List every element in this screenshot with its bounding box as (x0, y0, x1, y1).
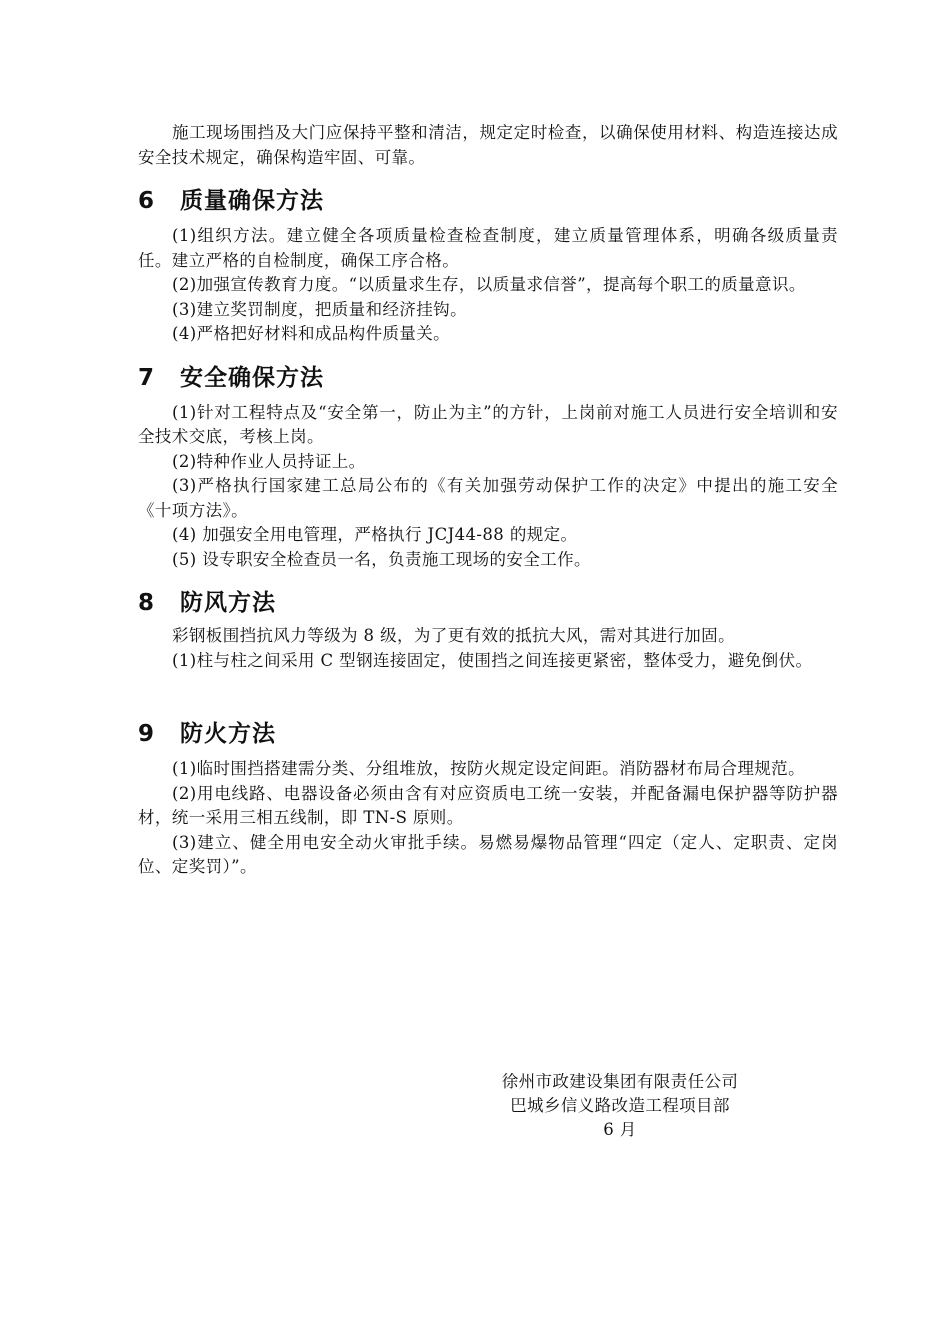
section-8-heading (138, 588, 838, 618)
section-title: 防火方法 (180, 721, 276, 747)
section-title: 质量确保方法 (180, 188, 324, 214)
intro-paragraph: 施工现场围挡及大门应保持平整和清洁，规定定时检查，以确保使用材料、构造连接达成安全技术规定，确保构造牢固、可靠。 (138, 123, 838, 167)
section-6-paragraph: (4)严格把好材料和成品构件质量关。 (172, 324, 451, 343)
section-8-paragraph: (1)柱与柱之间采用 C 型钢连接固定，使围挡之间连接更紧密，整体受力，避免倒伏。 (172, 650, 813, 670)
signature-date: 6 月 (603, 1120, 637, 1139)
section-7-paragraph: (2)特种作业人员持证上。 (172, 451, 366, 471)
section-9-paragraph: (1)临时围挡搭建需分类、分组堆放，按防火规定设定间距。消防器材布局合理规范。 (172, 759, 805, 778)
section-6-heading (138, 186, 838, 216)
section-number: 6 (138, 188, 156, 214)
section-6-paragraph: (3)建立奖罚制度，把质量和经济挂钩。 (172, 299, 467, 319)
section-number: 8 (138, 590, 156, 616)
signature-department: 巴城乡信义路改造工程项目部 (510, 1096, 730, 1115)
document-body (138, 121, 838, 880)
section-6-paragraph: (2)加强宣传教育力度。“以质量求生存，以质量求信誉”，提高每个职工的质量意识。 (172, 275, 806, 294)
section-7-paragraph: (4) 加强安全用电管理，严格执行 JCJ44-88 的规定。 (172, 525, 578, 544)
signature-company: 徐州市政建设集团有限责任公司 (501, 1072, 739, 1091)
section-9-paragraph: (3)建立、健全用电安全动火审批手续。易燃易爆物品管理“四定（定人、定职责、定岗位、定奖罚）”。 (138, 832, 838, 876)
section-title: 安全确保方法 (180, 364, 324, 391)
section-7-paragraph: (3)严格执行国家建工总局公布的《有关加强劳动保护工作的决定》中提出的施工安全《十项方法》。 (138, 476, 838, 520)
section-8-paragraph: 彩钢板围挡抗风力等级为 8 级，为了更有效的抵抗大风，需对其进行加固。 (172, 626, 735, 645)
section-7-heading (138, 363, 838, 393)
section-7-paragraph: (5) 设专职安全检查员一名，负责施工现场的安全工作。 (172, 549, 591, 569)
section-title: 防风方法 (180, 590, 276, 616)
section-9-heading (138, 719, 838, 749)
section-6-paragraph: (1)组织方法。建立健全各项质量检查检查制度，建立质量管理体系，明确各级质量责任。建立严格的自检制度，确保工序合格。 (138, 226, 838, 270)
section-9-paragraph: (2)用电线路、电器设备必须由含有对应资质电工统一安装，并配备漏电保护器等防护器材，统一采用三相五线制，即 TN-S 原则。 (138, 783, 838, 827)
section-number: 9 (138, 721, 156, 747)
section-number: 7 (138, 364, 156, 391)
section-7-paragraph: (1)针对工程特点及“安全第一，防止为主”的方针，上岗前对施工人员进行安全培训和安全技术交底，考核上岗。 (138, 402, 838, 446)
signature-block (440, 1070, 800, 1142)
